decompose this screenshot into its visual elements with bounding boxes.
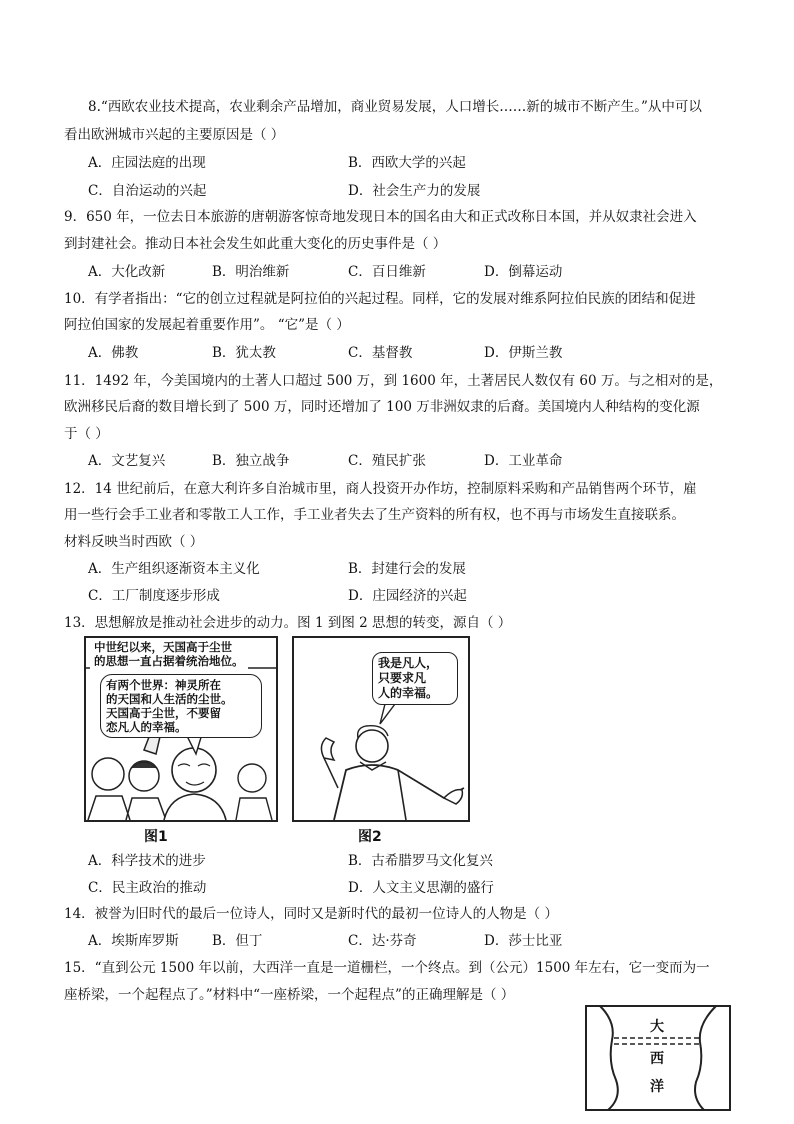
q14-stem-line1: 14．被誉为旧时代的最后一位诗人，同时又是新时代的最初一位诗人的人物是（ ） — [64, 906, 558, 922]
map-label-yang: 洋 — [650, 1079, 664, 1095]
q9-option-d[interactable]: D．倒幕运动 — [484, 264, 563, 280]
q14-option-d[interactable]: D．莎士比亚 — [484, 933, 563, 949]
q9-stem-line1: 9．650 年，一位去日本旅游的唐朝游客惊奇地发现日本的国名由大和正式改称日本国，并从奴隶社会进入 — [64, 209, 697, 225]
q14-option-a[interactable]: A．埃斯库罗斯 — [88, 933, 179, 949]
q11-stem-line2: 欧洲移民后裔的数目增长到了 500 万，同时还增加了 100 万非洲奴隶的后裔。美国境内人种结构的变化源 — [64, 399, 700, 415]
q13-option-b[interactable]: B．古希腊罗马文化复兴 — [348, 853, 493, 869]
q12-option-c[interactable]: C．工厂制度逐步形成 — [88, 588, 220, 604]
q12-stem-line1: 12．14 世纪前后，在意大利许多自治城市里，商人投资开办作坊，控制原料采购和产品销售两个环节，雇 — [64, 481, 697, 497]
q14-option-c[interactable]: C．达·芬奇 — [348, 933, 417, 949]
q12-option-b[interactable]: B．封建行会的发展 — [348, 561, 466, 577]
q9-option-a[interactable]: A．大化改新 — [88, 264, 166, 280]
map-label-xi: 西 — [650, 1051, 664, 1067]
figure-1-label: 图1 — [144, 829, 168, 845]
q10-option-b[interactable]: B．犹太教 — [212, 345, 276, 361]
q9-option-c[interactable]: C．百日维新 — [348, 264, 426, 280]
figure-2-cartoon — [292, 636, 470, 822]
q12-stem-line2: 用一些行会手工业者和零散工人工作，手工业者失去了生产资料的所有权，也不再与市场发生直接联系。 — [64, 507, 685, 523]
q11-option-d[interactable]: D．工业革命 — [484, 453, 563, 469]
q14-option-b[interactable]: B．但丁 — [212, 933, 263, 949]
q11-option-c[interactable]: C．殖民扩张 — [348, 453, 426, 469]
q13-option-d[interactable]: D．人文主义思潮的盛行 — [348, 880, 494, 896]
figure-1-cartoon — [84, 636, 278, 822]
q12-option-d[interactable]: D．庄园经济的兴起 — [348, 588, 467, 604]
q8-option-a[interactable]: A．庄园法庭的出现 — [88, 155, 206, 171]
map-label-da: 大 — [650, 1019, 664, 1035]
atlantic-bridge-map — [582, 1002, 734, 1114]
q8-option-d[interactable]: D．社会生产力的发展 — [348, 183, 481, 199]
figure-2-speech-bubble: 我是凡人， 只要求凡 人的幸福。 — [372, 652, 458, 705]
q9-stem-line2: 到封建社会。推动日本社会发生如此重大变化的历史事件是（ ） — [64, 236, 447, 252]
q10-stem-line1: 10．有学者指出：“它的创立过程就是阿拉伯的兴起过程。同样，它的发展对维系阿拉伯民族的团结和促进 — [64, 291, 696, 307]
q12-option-a[interactable]: A．生产组织逐渐资本主义化 — [88, 561, 260, 577]
q11-option-a[interactable]: A．文艺复兴 — [88, 453, 166, 469]
q11-stem-line3: 于（ ） — [64, 426, 109, 442]
figure-1-caption-box: 中世纪以来，天国高于尘世 的思想一直占据着统治地位。 — [90, 638, 248, 670]
q8-stem-line2: 看出欧洲城市兴起的主要原因是（ ） — [64, 127, 285, 143]
q10-option-d[interactable]: D．伊斯兰教 — [484, 345, 563, 361]
q8-option-b[interactable]: B．西欧大学的兴起 — [348, 155, 466, 171]
q15-stem-line1: 15．“直到公元 1500 年以前，大西洋一直是一道栅栏，一个终点。到（公元）1500 年左右，它一变而为一 — [64, 960, 710, 976]
q10-stem-line2: 阿拉伯国家的发展起着重要作用”。 “它”是（ ） — [64, 317, 350, 333]
q10-option-a[interactable]: A．佛教 — [88, 345, 139, 361]
q15-stem-line2: 座桥梁，一个起程点了。”材料中“一座桥梁，一个起程点”的正确理解是（ ） — [64, 987, 515, 1003]
q13-option-c[interactable]: C．民主政治的推动 — [88, 880, 207, 896]
figure-2-label: 图2 — [358, 829, 382, 845]
q9-option-b[interactable]: B．明治维新 — [212, 264, 290, 280]
figure-1-speech-bubble: 有两个世界：神灵所在 的天国和人生活的尘世。 天国高于尘世，不要留 恋凡人的幸福。 — [100, 674, 262, 738]
q8-option-c[interactable]: C．自治运动的兴起 — [88, 183, 207, 199]
q13-stem-line1: 13．思想解放是推动社会进步的动力。图 1 到图 2 思想的转变，源自（ ） — [64, 615, 512, 631]
q8-stem-line1: 8.“西欧农业技术提高，农业剩余产品增加，商业贸易发展，人口增长……新的城市不断产生。”从中可以 — [88, 99, 702, 115]
q11-stem-line1: 11．1492 年，今美国境内的土著人口超过 500 万，到 1600 年，土著居民人数仅有 60 万。与之相对的是， — [64, 373, 723, 389]
q10-option-c[interactable]: C．基督教 — [348, 345, 413, 361]
q11-option-b[interactable]: B．独立战争 — [212, 453, 290, 469]
q12-stem-line3: 材料反映当时西欧（ ） — [64, 534, 204, 550]
q13-option-a[interactable]: A．科学技术的进步 — [88, 853, 206, 869]
